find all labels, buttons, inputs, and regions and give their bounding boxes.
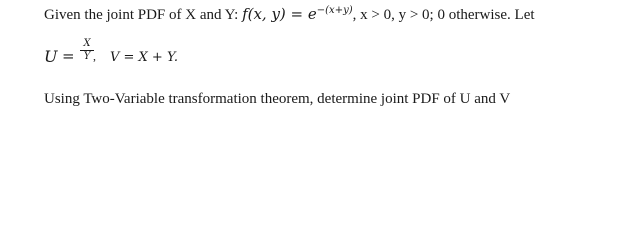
v-definition: V = X + Y. (110, 50, 178, 65)
equals-sign: = (62, 47, 75, 65)
pdf-exponent: −(x+y) (316, 5, 353, 16)
u-variable: U (44, 47, 58, 66)
support-conditions: , x > 0, y > 0; 0 otherwise. Let (352, 7, 535, 23)
separator-comma: , (93, 49, 96, 63)
u-numerator: X (80, 38, 94, 51)
pdf-expression: f(x, y) = e (242, 5, 317, 23)
u-fraction (80, 38, 94, 63)
task-instruction: Using Two-Variable transformation theorem, determine joint PDF of U and V (44, 91, 511, 107)
u-denominator: Y (83, 51, 91, 62)
intro-text: Given the joint PDF of X and Y: (44, 7, 243, 23)
problem-statement-line (44, 5, 535, 24)
